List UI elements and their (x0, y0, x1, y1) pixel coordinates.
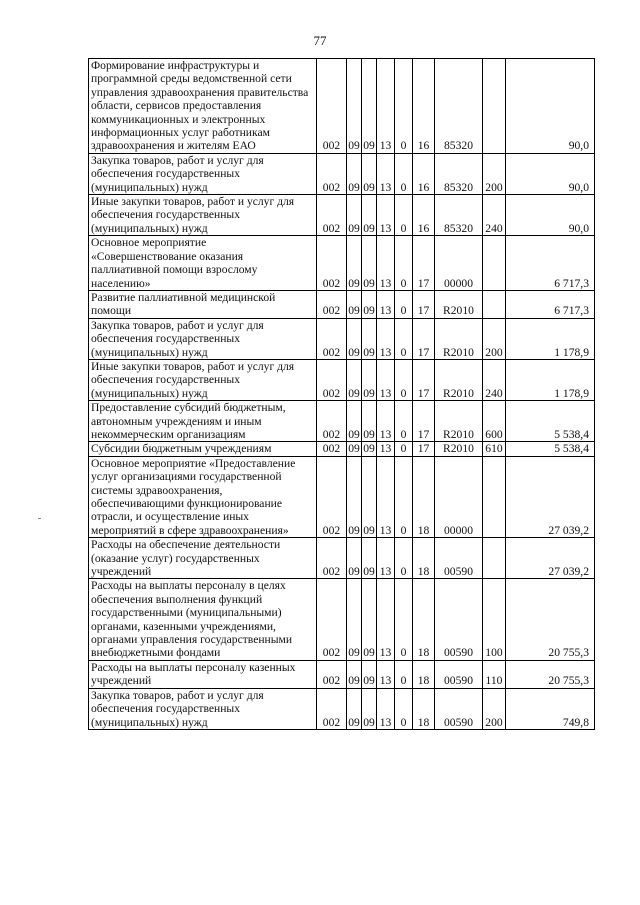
code-subprogram: 0 (395, 579, 413, 660)
code-subprogram: 0 (395, 153, 413, 194)
code-event: 17 (413, 442, 435, 456)
code-ved: 002 (317, 579, 347, 660)
code-event: 17 (413, 359, 435, 400)
code-expense-type: 610 (483, 442, 506, 456)
code-direction: R2010 (435, 318, 483, 359)
code-event: 18 (413, 579, 435, 660)
code-program: 13 (377, 579, 395, 660)
row-name: Закупка товаров, работ и услуг для обеспечения государственных (муниципальных) нужд (89, 318, 317, 359)
row-sum: 90,0 (506, 59, 595, 154)
code-expense-type: 600 (483, 401, 506, 442)
code-program: 13 (377, 401, 395, 442)
code-subprogram: 0 (395, 359, 413, 400)
table-row (89, 456, 595, 537)
code-program: 13 (377, 195, 395, 236)
code-pr: 09 (363, 442, 375, 456)
code-pr: 09 (362, 195, 377, 236)
code-program: 13 (377, 153, 395, 194)
code-ved: 002 (317, 318, 347, 359)
table-row (89, 538, 595, 579)
row-sum: 6 717,3 (506, 236, 595, 291)
code-event: 18 (413, 688, 435, 729)
table-row (89, 401, 595, 442)
code-rz: 09 (347, 359, 362, 400)
table-row (89, 359, 595, 400)
code-pr: 09 (362, 660, 377, 688)
table-row (89, 688, 595, 729)
code-direction: 85320 (435, 153, 483, 194)
code-ved: 002 (317, 59, 347, 154)
row-sum: 27 039,2 (506, 538, 595, 579)
code-program: 13 (377, 442, 395, 456)
code-program: 13 (377, 688, 395, 729)
row-sum: 1 178,9 (506, 318, 595, 359)
code-direction: 00000 (435, 456, 483, 537)
code-program: 13 (377, 59, 395, 154)
code-subprogram: 0 (395, 456, 413, 537)
code-expense-type (483, 538, 506, 579)
code-event: 17 (413, 318, 435, 359)
code-event: 16 (413, 59, 435, 154)
code-expense-type: 100 (483, 579, 506, 660)
code-pr: 09 (362, 538, 377, 579)
row-name: Закупка товаров, работ и услуг для обеспечения государственных (муниципальных) нужд (89, 153, 317, 194)
table-row (89, 579, 595, 660)
code-rz: 09 (347, 688, 362, 729)
code-program: 13 (377, 456, 395, 537)
row-name: Расходы на выплаты персоналу казенных учреждений (89, 660, 317, 688)
code-expense-type: 240 (483, 359, 506, 400)
code-subprogram: 0 (395, 236, 413, 291)
code-pr: 09 (362, 456, 377, 537)
code-expense-type (483, 59, 506, 154)
code-direction: R2010 (435, 401, 483, 442)
code-event: 17 (413, 236, 435, 291)
code-direction: 85320 (435, 195, 483, 236)
code-direction: 00590 (435, 538, 483, 579)
table-row (89, 318, 595, 359)
code-pr: 09 (362, 290, 377, 318)
page-number: 77 (313, 33, 327, 48)
table-row (89, 290, 595, 318)
code-ved: 002 (317, 688, 347, 729)
code-expense-type (483, 290, 506, 318)
code-ved: 002 (317, 660, 347, 688)
code-rz: 09 (347, 318, 362, 359)
code-pr: 09 (362, 59, 377, 154)
code-expense-type (483, 236, 506, 291)
code-expense-type: 200 (483, 318, 506, 359)
row-name: Формирование инфраструктуры и программной среды ведомственной сети управления здравоохранения правительства области, сервисов предоставления коммуникационных и электронных информационных услуг работникам здравоохранения и жителям ЕАО (89, 59, 317, 154)
row-sum: 20 755,3 (506, 579, 595, 660)
code-rz: 09 (347, 456, 362, 537)
code-event: 17 (413, 290, 435, 318)
code-event: 18 (413, 660, 435, 688)
code-ved: 002 (317, 538, 347, 579)
code-event: 16 (413, 195, 435, 236)
code-subprogram: 0 (395, 195, 413, 236)
code-pr: 09 (362, 688, 377, 729)
code-direction: R2010 (435, 290, 483, 318)
code-subprogram: 0 (395, 660, 413, 688)
code-program: 13 (377, 538, 395, 579)
code-subprogram: 0 (395, 401, 413, 442)
code-pr: 09 (362, 236, 377, 291)
row-sum: 5 538,4 (506, 442, 595, 456)
row-name: Основное мероприятие «Совершенствование оказания паллиативной помощи взрослому населению» (89, 236, 317, 291)
table-row (89, 236, 595, 291)
row-sum: 749,8 (506, 688, 595, 729)
code-ved: 002 (317, 401, 347, 442)
code-ved: 002 (317, 195, 347, 236)
code-ved: 002 (317, 442, 347, 456)
row-name: Расходы на обеспечение деятельности (оказание услуг) государственных учреждений (89, 538, 317, 579)
code-rz: 09 (347, 195, 362, 236)
code-subprogram: 0 (395, 442, 413, 456)
code-direction: R2010 (435, 359, 483, 400)
code-ved: 002 (317, 236, 347, 291)
table-row (89, 442, 595, 456)
code-rz: 09 (347, 660, 362, 688)
code-rz: 09 (348, 442, 360, 456)
code-event: 16 (413, 153, 435, 194)
code-direction: 00590 (435, 579, 483, 660)
row-sum: 1 178,9 (506, 359, 595, 400)
code-rz: 09 (347, 538, 362, 579)
code-expense-type (483, 456, 506, 537)
code-ved: 002 (317, 456, 347, 537)
row-sum: 5 538,4 (506, 401, 595, 442)
code-subprogram: 0 (395, 318, 413, 359)
code-program: 13 (377, 359, 395, 400)
row-name: Основное мероприятие «Предоставление услуг организациями государственной системы здравоохранения, обеспечивающими функционирование отрасли, и осуществление иных мероприятий в сфере здравоохранения» (89, 456, 317, 537)
row-sum: 90,0 (506, 153, 595, 194)
code-ved: 002 (317, 290, 347, 318)
code-rz: 09 (347, 236, 362, 291)
code-rz: 09 (347, 153, 362, 194)
budget-table (88, 58, 595, 730)
code-rz: 09 (347, 59, 362, 154)
code-event: 17 (413, 401, 435, 442)
row-sum: 27 039,2 (506, 456, 595, 537)
code-ved: 002 (317, 153, 347, 194)
code-direction: R2010 (435, 442, 483, 456)
code-pr: 09 (362, 153, 377, 194)
table-row (89, 153, 595, 194)
code-direction: 00590 (435, 660, 483, 688)
code-ved: 002 (317, 359, 347, 400)
code-rz: 09 (347, 401, 362, 442)
table-row (89, 195, 595, 236)
code-program: 13 (377, 236, 395, 291)
code-pr: 09 (362, 318, 377, 359)
code-pr: 09 (362, 579, 377, 660)
row-sum: 6 717,3 (506, 290, 595, 318)
code-expense-type: 240 (483, 195, 506, 236)
code-direction: 85320 (435, 59, 483, 154)
row-name: Предоставление субсидий бюджетным, автономным учреждениям и иным некоммерческим организациям (89, 401, 317, 442)
table-row (89, 59, 595, 154)
code-expense-type: 110 (483, 660, 506, 688)
code-subprogram: 0 (395, 59, 413, 154)
row-sum: 20 755,3 (506, 660, 595, 688)
code-rz: 09 (347, 579, 362, 660)
row-sum: 90,0 (506, 195, 595, 236)
code-pr: 09 (362, 359, 377, 400)
code-direction: 00000 (435, 236, 483, 291)
code-pr: 09 (362, 401, 377, 442)
code-event: 18 (413, 456, 435, 537)
code-expense-type: 200 (483, 153, 506, 194)
row-name: Расходы на выплаты персоналу в целях обеспечения выполнения функций государственными (муниципальными) органами, казенными учреждениями, органами управления государственными внебюджетными фондами (89, 579, 317, 660)
code-event: 18 (413, 538, 435, 579)
code-program: 13 (377, 660, 395, 688)
code-expense-type: 200 (483, 688, 506, 729)
code-program: 13 (377, 318, 395, 359)
margin-mark (38, 518, 41, 519)
code-subprogram: 0 (395, 688, 413, 729)
code-program: 13 (377, 290, 395, 318)
table-row (89, 660, 595, 688)
row-name: Закупка товаров, работ и услуг для обеспечения государственных (муниципальных) нужд (89, 688, 317, 729)
code-rz: 09 (347, 290, 362, 318)
row-name: Иные закупки товаров, работ и услуг для обеспечения государственных (муниципальных) нужд (89, 359, 317, 400)
code-direction: 00590 (435, 688, 483, 729)
row-name: Субсидии бюджетным учреждениям (89, 442, 317, 456)
code-subprogram: 0 (395, 538, 413, 579)
code-subprogram: 0 (395, 290, 413, 318)
row-name: Иные закупки товаров, работ и услуг для обеспечения государственных (муниципальных) нужд (89, 195, 317, 236)
row-name: Развитие паллиативной медицинской помощи (89, 290, 317, 318)
